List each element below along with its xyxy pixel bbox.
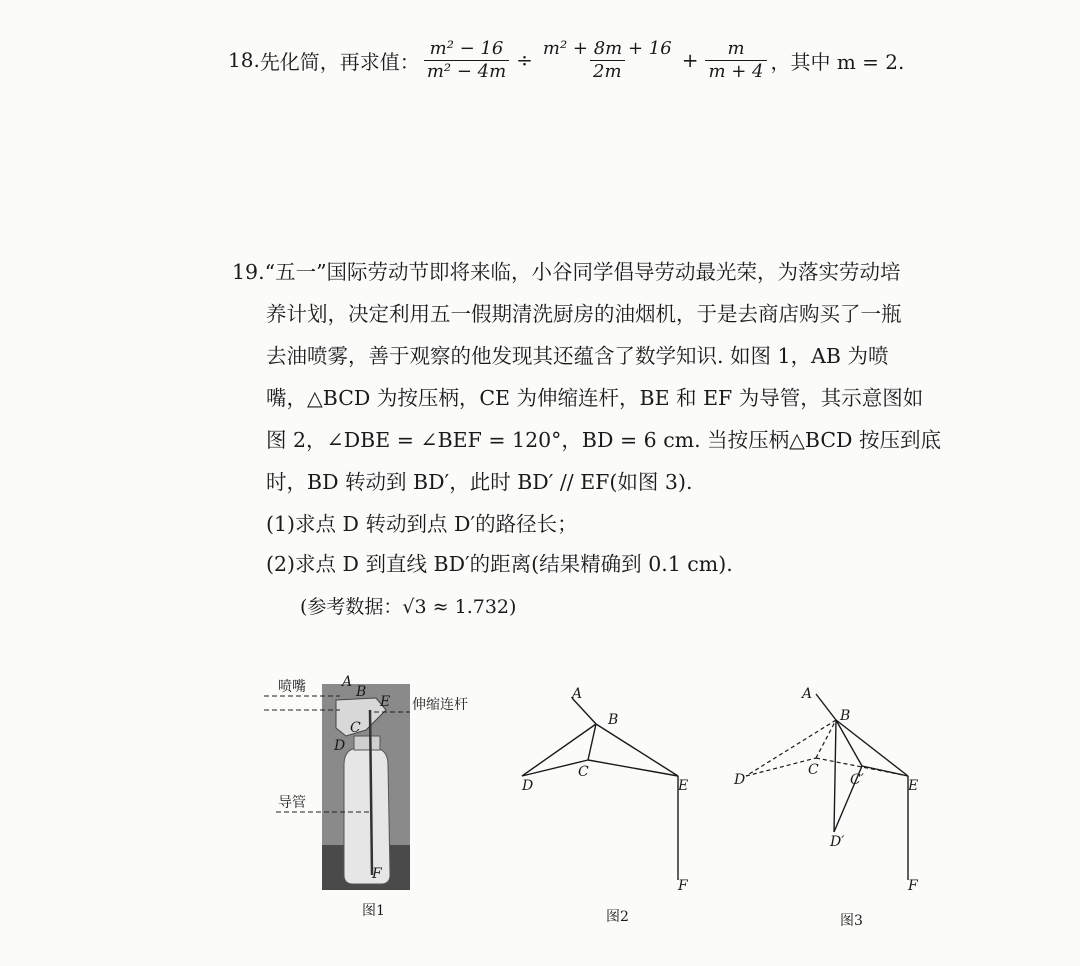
problem-18 xyxy=(228,30,904,90)
fig1-point-F: F xyxy=(372,866,382,882)
fig2-point-F: F xyxy=(678,878,688,894)
fig3-point-F: F xyxy=(908,878,918,894)
fraction-1-denominator: m² − 4m xyxy=(424,60,509,83)
figure-3 xyxy=(722,680,932,930)
fig2-point-A: A xyxy=(572,686,583,702)
label-nozzle: 喷嘴 xyxy=(278,679,306,695)
fig2-point-E: E xyxy=(678,778,689,794)
fig1-point-C: C xyxy=(350,720,361,736)
reference-data: (参考数据：√3 ≈ 1.732) xyxy=(300,596,517,618)
problem-19-line-3: 去油喷雾，善于观察的他发现其还蕴含了数学知识. 如图 1，AB 为喷 xyxy=(266,344,889,368)
fig1-point-B: B xyxy=(356,684,367,700)
problem-19-line-6: 时，BD 转动到 BD′，此时 BD′ // EF(如图 3). xyxy=(266,470,693,494)
segment-AB xyxy=(816,694,836,720)
problem-18-instruction: 先化简，再求值： xyxy=(259,49,420,74)
fig3-point-A: A xyxy=(802,686,813,702)
fig3-point-C: C xyxy=(808,762,819,778)
fig3-point-B: B xyxy=(840,708,851,724)
fraction-1-numerator: m² − 16 xyxy=(429,37,504,59)
plus-sign: + xyxy=(681,48,699,72)
division-sign: ÷ xyxy=(516,48,533,72)
problem-18-condition: ，其中 m = 2. xyxy=(770,49,905,74)
bottle-body xyxy=(344,748,390,884)
fig3-point-D-prime: D′ xyxy=(830,834,845,850)
fig2-point-D: D xyxy=(522,778,534,794)
fig2-point-C: C xyxy=(578,764,589,780)
problem-19-line-5: 图 2，∠DBE = ∠BEF = 120°，BD = 6 cm. 当按压柄△BCD 按压到底 xyxy=(266,428,941,452)
figure-2 xyxy=(510,680,710,930)
figure-1-caption: 图1 xyxy=(362,903,385,919)
problem-19-part-1: (1)求点 D 转动到点 D′的路径长； xyxy=(266,512,578,536)
fraction-3-numerator: m xyxy=(727,37,745,59)
fig2-point-B: B xyxy=(608,712,619,728)
figure-3-diagram xyxy=(722,680,932,930)
fig3-point-C-prime: C′ xyxy=(850,772,864,788)
fraction-2 xyxy=(540,38,675,83)
segment-BD-prime xyxy=(834,720,836,832)
figure-3-caption: 图3 xyxy=(840,913,863,929)
segment-BC-prime xyxy=(836,720,862,766)
figure-2-caption: 图2 xyxy=(606,909,629,925)
fig1-point-A: A xyxy=(342,674,353,690)
dashed-CB xyxy=(816,720,836,758)
problem-19-part-2: (2)求点 D 到直线 BD′的距离(结果精确到 0.1 cm). xyxy=(266,552,733,576)
bottle-cap xyxy=(354,736,380,750)
fraction-2-denominator: 2m xyxy=(590,60,625,83)
label-extension-rod: 伸缩连杆 xyxy=(412,697,468,713)
dashed-BD xyxy=(746,720,836,776)
problem-18-number: 18. xyxy=(228,48,260,72)
fraction-3 xyxy=(705,38,766,83)
dashed-DC xyxy=(746,758,816,776)
problem-19-line-4: 嘴，△BCD 为按压柄，CE 为伸缩连杆，BE 和 EF 为导管，其示意图如 xyxy=(266,386,924,410)
fig3-point-E: E xyxy=(908,778,919,794)
fig3-point-D: D xyxy=(734,772,746,788)
figure-1 xyxy=(236,670,496,920)
fig1-point-E: E xyxy=(380,694,391,710)
fig1-point-D: D xyxy=(334,738,346,754)
problem-19-line-1: 19.“五一”国际劳动节即将来临，小谷同学倡导劳动最光荣，为落实劳动培 xyxy=(232,260,901,284)
label-tube: 导管 xyxy=(278,795,306,811)
fraction-3-denominator: m + 4 xyxy=(705,60,766,83)
fraction-1 xyxy=(424,38,509,83)
fraction-2-numerator: m² + 8m + 16 xyxy=(542,37,672,59)
problem-19-line-2: 养计划，决定利用五一假期清洗厨房的油烟机，于是去商店购买了一瓶 xyxy=(266,302,902,326)
